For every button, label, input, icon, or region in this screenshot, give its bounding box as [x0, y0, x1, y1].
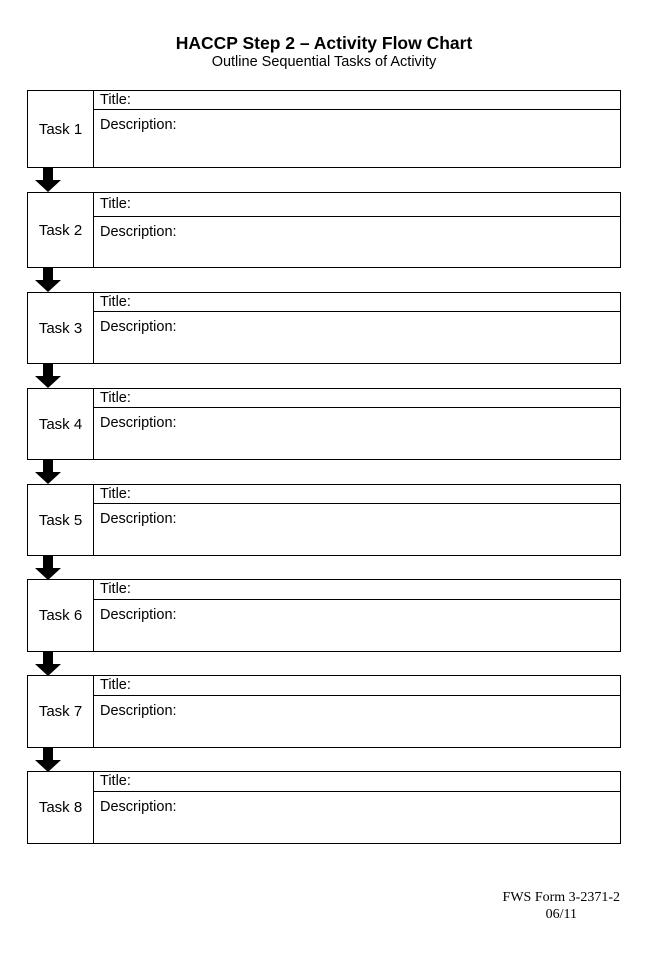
task-box-1	[27, 90, 621, 168]
down-arrow-icon	[34, 168, 62, 192]
task-box-7	[27, 675, 621, 748]
task-label: Task 1	[28, 91, 94, 167]
task-description-field[interactable]: Description:	[100, 511, 177, 527]
task-title-field[interactable]: Title:	[94, 580, 620, 600]
task-box-2	[27, 192, 621, 268]
task-title-field[interactable]: Title:	[94, 293, 620, 312]
task-title-field[interactable]: Title:	[94, 389, 620, 408]
task-label: Task 7	[28, 676, 94, 747]
task-label: Task 8	[28, 772, 94, 843]
task-box-5	[27, 484, 621, 556]
task-description-field[interactable]: Description:	[100, 607, 177, 623]
page-title: HACCP Step 2 – Activity Flow Chart	[175, 33, 473, 53]
task-label: Task 4	[28, 389, 94, 459]
form-footer	[503, 889, 620, 923]
task-title-field[interactable]: Title:	[94, 772, 620, 792]
task-title-field[interactable]: Title:	[94, 485, 620, 504]
task-box-4	[27, 388, 621, 460]
task-title-field[interactable]: Title:	[94, 193, 620, 217]
page-subtitle: Outline Sequential Tasks of Activity	[211, 54, 437, 70]
down-arrow-icon	[34, 364, 62, 388]
task-description-field[interactable]: Description:	[100, 117, 177, 133]
down-arrow-icon	[34, 460, 62, 484]
form-header	[0, 33, 648, 71]
task-box-6	[27, 579, 621, 652]
task-label: Task 3	[28, 293, 94, 363]
task-box-8	[27, 771, 621, 844]
down-arrow-icon	[34, 268, 62, 292]
task-description-field[interactable]: Description:	[100, 703, 177, 719]
task-label: Task 5	[28, 485, 94, 555]
down-arrow-icon	[34, 556, 62, 580]
task-description-field[interactable]: Description:	[100, 799, 177, 815]
task-label: Task 2	[28, 193, 94, 267]
task-description-field[interactable]: Description:	[100, 415, 177, 431]
task-title-field[interactable]: Title:	[94, 676, 620, 696]
form-date: 06/11	[545, 907, 577, 922]
task-label: Task 6	[28, 580, 94, 651]
task-description-field[interactable]: Description:	[100, 319, 177, 335]
form-number: FWS Form 3-2371-2	[502, 890, 620, 905]
task-box-3	[27, 292, 621, 364]
down-arrow-icon	[34, 652, 62, 676]
task-description-field[interactable]: Description:	[100, 224, 177, 240]
task-title-field[interactable]: Title:	[94, 91, 620, 110]
down-arrow-icon	[34, 748, 62, 772]
